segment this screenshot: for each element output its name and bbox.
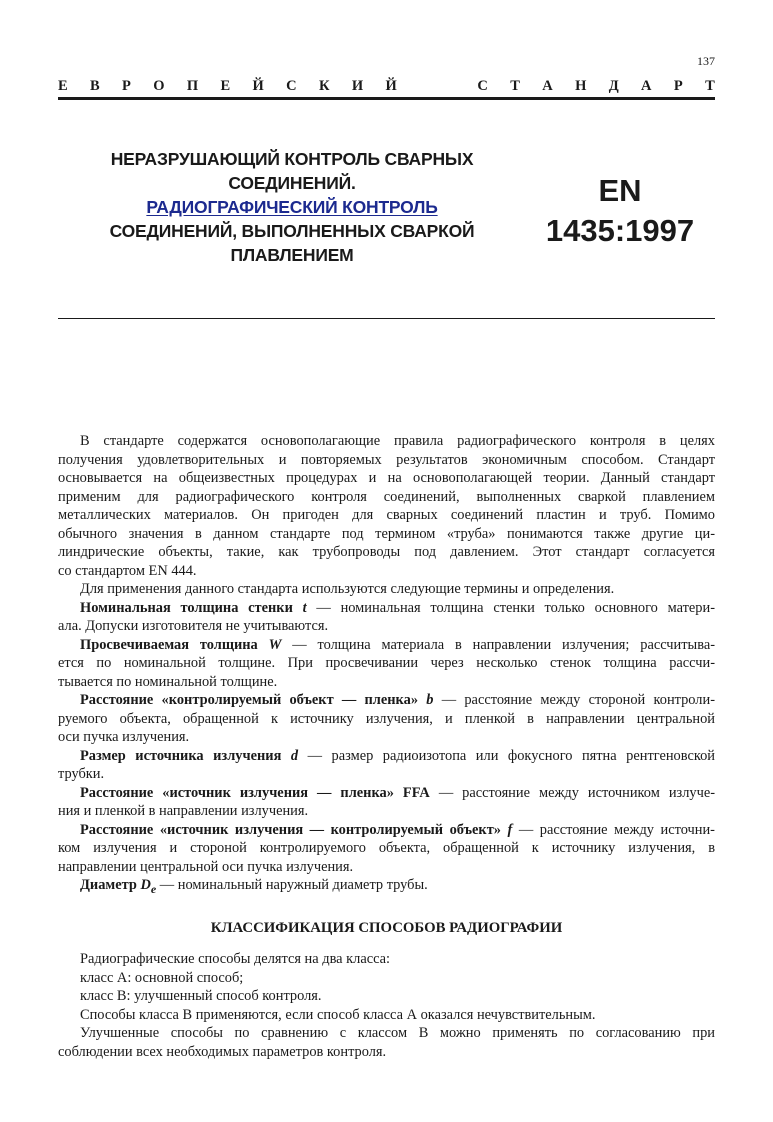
text-line: Улучшенные способы по сравнению с классом В можно применять по согласованию при [80, 1025, 715, 1041]
header-letter: Т [705, 78, 715, 94]
page-number: 137 [697, 54, 715, 68]
title-line: ПЛАВЛЕНИЕМ [230, 245, 354, 265]
header-letter: Т [510, 78, 520, 94]
header-letter: И [351, 78, 364, 94]
section-body [58, 950, 715, 1061]
text-line: класс В: улучшенный способ контроля. [80, 988, 322, 1004]
text-line: получения удовлетворительных и повторяемых результатов экономичным способом. Стандарт [58, 451, 715, 468]
term-subscript: e [150, 881, 157, 896]
term-name: Расстояние «источник излучения — контролируемый объект» [80, 821, 501, 838]
text-line: Способы класса В применяются, если способ класса А оказался нечувствительным. [80, 1006, 596, 1023]
term-name: Диаметр [80, 877, 137, 893]
term-symbol: b [426, 692, 434, 708]
header-word-gap [419, 78, 455, 95]
header-letter: Р [122, 78, 131, 94]
term-text: — толщина материала в направлении излучения; рассчитыва- [292, 636, 715, 653]
header-letter: Д [608, 78, 619, 94]
terms-intro [58, 580, 715, 599]
term-text: — расстояние между стороной контроли- [441, 692, 715, 708]
standard-number [520, 171, 720, 251]
text-line: Для применения данного стандарта используются следующие термины и определения. [80, 581, 615, 597]
term-name: Просвечиваемая толщина [80, 636, 258, 653]
text-line: ется по номинальной толщине. При просвечивании через несколько стенок толщина рассчи- [58, 655, 715, 671]
text-line: трубки. [58, 766, 105, 782]
text-line: Радиографические способы делятся на два класса: [80, 951, 391, 967]
header-letter: С [286, 78, 297, 94]
title-line: СОЕДИНЕНИЙ, ВЫПОЛНЕННЫХ СВАРКОЙ [109, 221, 475, 241]
header-letter: С [477, 78, 488, 94]
text-line: применим для радиографического контроля соединений, выполненных сваркой плавлением [58, 488, 715, 505]
header-letter: П [186, 78, 199, 94]
term-symbol: f [507, 821, 513, 838]
term-text: — номинальный наружный диаметр трубы. [159, 877, 428, 893]
term-name: Размер источника излучения [80, 747, 282, 764]
title-rule [58, 318, 715, 319]
text-line: В стандарте содержатся основополагающие правила радиографического контроля в целях [80, 433, 715, 449]
text-line: ния и пленкой в направлении излучения. [58, 803, 309, 819]
term-name: Расстояние «источник излучения — пленка» FFA [80, 784, 430, 801]
term-symbol: W [268, 636, 282, 653]
term-symbol: t [302, 599, 307, 616]
text-line: руемого объекта, обращенной к источнику излучения, и пленкой в направлении центральной [58, 710, 715, 727]
standard-prefix: EN [598, 173, 642, 208]
term-text: — расстояние между источни- [518, 821, 715, 838]
term-definition [58, 747, 715, 784]
header-letter: А [641, 78, 652, 94]
text-line: обычного значения в данном стандарте под термином «труба» понимаются также другие ци- [58, 525, 715, 542]
text-line: ком излучения и стороной контролируемого объекта, обращенной к источнику излучения, в [58, 840, 715, 856]
section-heading: КЛАССИФИКАЦИЯ СПОСОБОВ РАДИОГРАФИИ [210, 920, 563, 936]
header-letter: К [318, 78, 330, 94]
text-line: металлических материалов. Он пригоден для сварных соединений пластин и труб. Помимо [58, 507, 715, 523]
header-letter: Н [575, 78, 587, 94]
term-definition [58, 636, 715, 692]
text-line: тывается по номинальной толщине. [58, 673, 278, 690]
header-letter: В [90, 78, 100, 94]
header-rule [58, 97, 715, 100]
term-name: Расстояние «контролируемый объект — пленка» [80, 692, 419, 708]
term-symbol: d [290, 747, 299, 764]
text-line: оси пучка излучения. [58, 729, 190, 745]
header-letter: Й [385, 78, 397, 94]
term-definition [58, 784, 715, 821]
text-line: класс А: основной способ; [80, 969, 244, 986]
text-line: соблюдении всех необходимых параметров контроля. [58, 1043, 387, 1060]
title-line: СОЕДИНЕНИЙ. [228, 173, 356, 193]
term-definition [58, 691, 715, 747]
header-letter: О [153, 78, 165, 94]
header-letter: А [542, 78, 553, 94]
document-title [58, 147, 526, 267]
body-text [58, 432, 715, 898]
term-name: Номинальная толщина стенки [80, 599, 293, 616]
text-line: основывается на общеизвестных процедурах и на основополагающей теории. Данный стандарт [58, 470, 715, 486]
term-definition [58, 876, 715, 898]
term-text: — размер радиоизотопа или фокусного пятна рентгеновской [307, 747, 715, 764]
header-letter: Е [220, 78, 231, 94]
header-letter: Е [58, 78, 68, 94]
term-text: — расстояние между источником излуче- [438, 784, 715, 801]
text-line: направлении центральной оси пучка излучения. [58, 858, 354, 875]
text-line: линдрические объекты, такие, как трубопроводы под давлением. Этот стандарт согласуется [58, 544, 715, 560]
text-line: со стандартом EN 444. [58, 562, 197, 579]
header-letter: Й [252, 78, 264, 94]
term-symbol: D [140, 877, 151, 893]
title-line: НЕРАЗРУШАЮЩИЙ КОНТРОЛЬ СВАРНЫХ [110, 149, 474, 169]
intro-paragraph [58, 432, 715, 580]
term-definition [58, 599, 715, 636]
standard-code: 1435:1997 [545, 213, 695, 248]
title-link[interactable]: РАДИОГРАФИЧЕСКИЙ КОНТРОЛЬ [146, 197, 438, 217]
running-header [58, 78, 715, 95]
text-line: ала. Допуски изготовителя не учитываются. [58, 618, 329, 634]
header-letter: Р [673, 78, 683, 94]
term-definition [58, 821, 715, 877]
term-text: — номинальная толщина стенки только основного матери- [316, 599, 715, 616]
